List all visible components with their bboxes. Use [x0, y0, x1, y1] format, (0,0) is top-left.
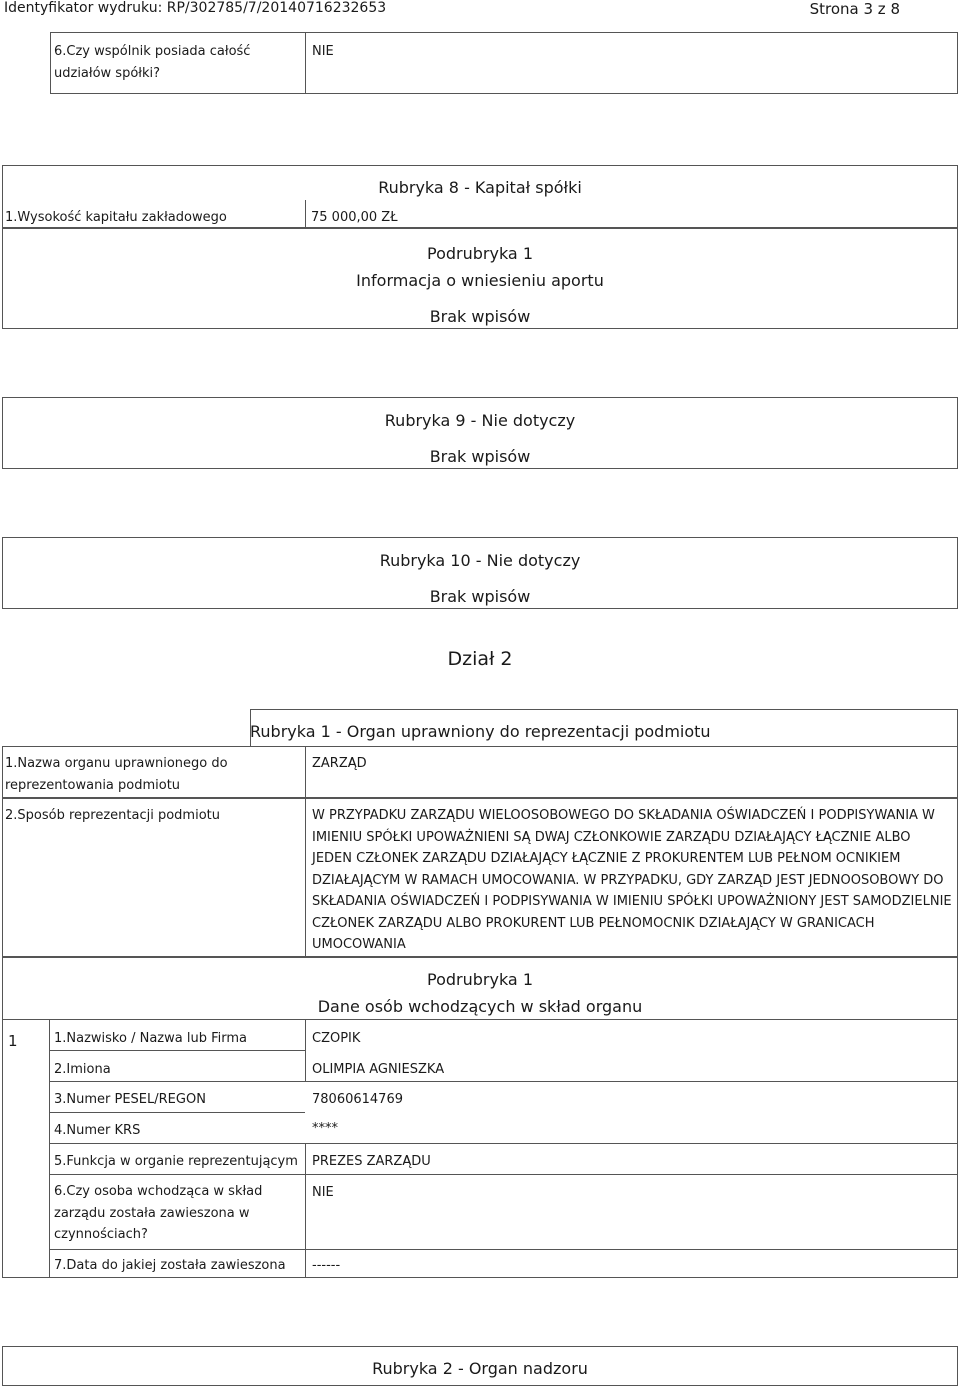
rubryka8-sub-title: Podrubryka 1: [427, 244, 533, 263]
organ-name-label: 1.Nazwa organu uprawnionego do reprezentowania podmiotu: [5, 756, 228, 793]
rubryka10-title: Rubryka 10 - Nie dotyczy: [379, 551, 581, 570]
representation-label: 2.Sposób reprezentacji podmiotu: [5, 808, 220, 823]
rubryka1-title: Rubryka 1 - Organ uprawniony do reprezentacji podmiotu: [250, 722, 711, 741]
rubryka10-empty: Brak wpisów: [429, 587, 531, 606]
partner-value: NIE: [312, 44, 334, 59]
rubryka8-title: Rubryka 8 - Kapitał spółki: [378, 178, 582, 197]
krs-value: ****: [312, 1121, 338, 1136]
suspended-value: NIE: [312, 1185, 334, 1200]
rubryka8-empty: Brak wpisów: [429, 307, 531, 326]
capital-value: 75 000,00 ZŁ: [311, 210, 398, 225]
members-sub-name: Dane osób wchodzących w skład organu: [317, 997, 643, 1016]
surname-value: CZOPIK: [312, 1031, 361, 1046]
suspended-date-value: ------: [312, 1258, 341, 1273]
capital-label: 1.Wysokość kapitału zakładowego: [5, 210, 227, 225]
rubryka8-sub-name: Informacja o wniesieniu aportu: [356, 271, 604, 290]
first-names-value: OLIMPIA AGNIESZKA: [312, 1062, 445, 1077]
rubryka2-title: Rubryka 2 - Organ nadzoru: [372, 1359, 588, 1378]
member-number: 1: [8, 1032, 18, 1050]
function-label: 5.Funkcja w organie reprezentującym: [54, 1154, 298, 1169]
rubryka9-title: Rubryka 9 - Nie dotyczy: [384, 411, 576, 430]
section-title: Dział 2: [447, 648, 513, 670]
members-sub-title: Podrubryka 1: [427, 970, 533, 989]
organ-name-value: ZARZĄD: [312, 756, 367, 771]
pesel-label: 3.Numer PESEL/REGON: [54, 1092, 206, 1107]
print-id: Identyfikator wydruku: RP/302785/7/20140716232653: [4, 0, 387, 16]
rubryka9-empty: Brak wpisów: [429, 447, 531, 466]
surname-label: 1.Nazwisko / Nazwa lub Firma: [54, 1031, 247, 1046]
krs-label: 4.Numer KRS: [54, 1123, 141, 1138]
representation-value: W PRZYPADKU ZARZĄDU WIELOOSOBOWEGO DO SKŁADANIA OŚWIADCZEŃ I PODPISYWANIA W IMIENIU SPÓŁKI UPOWAŻNIENI SĄ DWAJ CZŁONKOWIE ZARZĄDU DZIAŁAJĄCY ŁĄCZNIE ALBO JEDEN CZŁONEK ZARZĄDU DZIAŁAJĄCY ŁĄCZNIE Z PROKURENTEM LUB PEŁNOM OCNIKIEM DZIAŁAJĄCYM W RAMACH UMOCOWANIA. W PRZYPADKU, GDY ZARZĄD JEST JEDNOOSOBOWY DO SKŁADANIA OŚWIADCZEŃ I PODPISYWANIA W IMIENIU SPÓŁKI UPOWAŻNIONY JEST SAMODZIELNIE CZŁONEK ZARZĄDU ALBO PROKURENT LUB PEŁNOMOCNIK DZIAŁAJĄCY W GRANICACH UMOCOWANIA: [312, 808, 952, 952]
function-value: PREZES ZARZĄDU: [312, 1154, 431, 1169]
page-number: Strona 3 z 8: [809, 0, 900, 18]
suspended-label: 6.Czy osoba wchodząca w skład zarządu została zawieszona w czynnościach?: [54, 1184, 263, 1242]
pesel-value: 78060614769: [312, 1092, 403, 1107]
suspended-date-label: 7.Data do jakiej została zawieszona: [54, 1258, 286, 1273]
partner-label: 6.Czy wspólnik posiada całość udziałów spółki?: [54, 44, 251, 81]
first-names-label: 2.Imiona: [54, 1062, 111, 1077]
